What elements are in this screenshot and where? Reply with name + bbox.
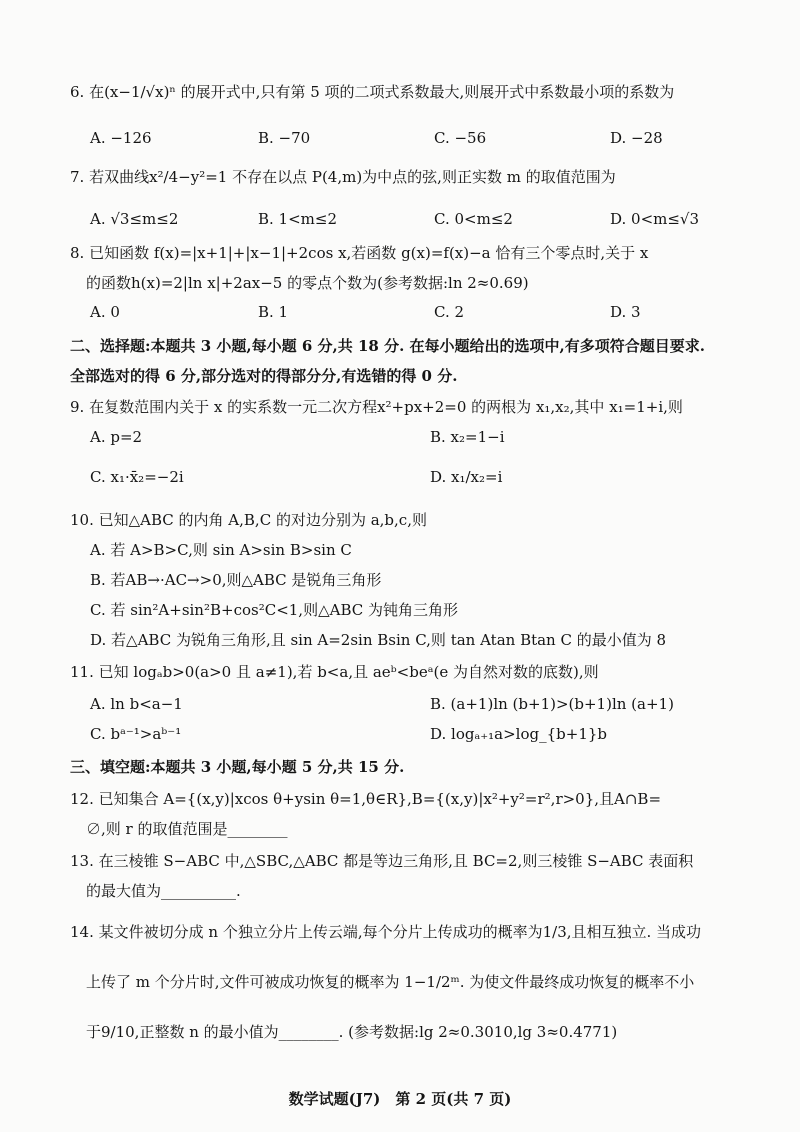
q9-option-c: C. x₁·x̄₂=−2i <box>90 468 184 486</box>
q11-stem: 11. 已知 logₐb>0(a>0 且 a≠1),若 b<a,且 aeᵇ<beᵃ(e 为自然对数的底数),则 <box>70 663 599 681</box>
q9-option-d: D. x₁/x₂=i <box>430 468 503 486</box>
q7-option-d: D. 0<m≤√3 <box>610 210 700 228</box>
q8-stem-line2: 的函数h(x)=2|ln x|+2ax−5 的零点个数为(参考数据:ln 2≈0.69) <box>86 274 529 292</box>
q7-option-a: A. √3≤m≤2 <box>90 210 179 228</box>
q13-line2: 的最大值为__________. <box>86 882 241 900</box>
page-footer: 数学试题(J7) 第 2 页(共 7 页) <box>288 1090 512 1108</box>
q10-option-d: D. 若△ABC 为锐角三角形,且 sin A=2sin Bsin C,则 tan Atan Btan C 的最小值为 8 <box>90 631 667 649</box>
q14-line1: 14. 某文件被切分成 n 个独立分片上传云端,每个分片上传成功的概率为1/3,且相互独立. 当成功 <box>70 923 702 941</box>
q10-stem: 10. 已知△ABC 的内角 A,B,C 的对边分别为 a,b,c,则 <box>70 511 427 529</box>
section2-heading: 二、选择题:本题共 3 小题,每小题 6 分,共 18 分. 在每小题给出的选项中,有多项符合题目要求. <box>70 337 705 355</box>
q6-option-c: C. −56 <box>434 129 487 147</box>
q12-line2: ∅,则 r 的取值范围是________ <box>86 820 288 838</box>
q11-option-d: D. logₐ₊₁a>log_{b+1}b <box>430 725 608 743</box>
q6-option-a: A. −126 <box>90 129 152 147</box>
q10-option-c: C. 若 sin²A+sin²B+cos²C<1,则△ABC 为钝角三角形 <box>90 601 458 619</box>
q7-option-c: C. 0<m≤2 <box>434 210 513 228</box>
q8-option-d: D. 3 <box>610 303 641 321</box>
q10-option-b: B. 若AB→·AC→>0,则△ABC 是锐角三角形 <box>90 571 382 589</box>
q8-option-a: A. 0 <box>90 303 120 321</box>
q9-stem: 9. 在复数范围内关于 x 的实系数一元二次方程x²+px+2=0 的两根为 x₁,x₂,其中 x₁=1+i,则 <box>70 398 683 416</box>
q14-line3: 于9/10,正整数 n 的最小值为________. (参考数据:lg 2≈0.3010,lg 3≈0.4771) <box>86 1023 618 1041</box>
q11-option-b: B. (a+1)ln (b+1)>(b+1)ln (a+1) <box>430 695 674 713</box>
q6-option-b: B. −70 <box>258 129 311 147</box>
q9-option-b: B. x₂=1−i <box>430 428 505 446</box>
q8-option-b: B. 1 <box>258 303 289 321</box>
q10-option-a: A. 若 A>B>C,则 sin A>sin B>sin C <box>90 541 352 559</box>
q11-option-a: A. ln b<a−1 <box>90 695 183 713</box>
q6-option-d: D. −28 <box>610 129 663 147</box>
q12-line1: 12. 已知集合 A={(x,y)|xcos θ+ysin θ=1,θ∈R},B={(x,y)|x²+y²=r²,r>0},且A∩B= <box>70 790 662 808</box>
q6-stem: 6. 在(x−1/√x)ⁿ 的展开式中,只有第 5 项的二项式系数最大,则展开式中系数最小项的系数为 <box>70 83 675 101</box>
q7-stem: 7. 若双曲线x²/4−y²=1 不存在以点 P(4,m)为中点的弦,则正实数 m 的取值范围为 <box>70 168 616 186</box>
q11-option-c: C. bᵃ⁻¹>aᵇ⁻¹ <box>90 725 182 743</box>
q8-option-c: C. 2 <box>434 303 465 321</box>
q13-line1: 13. 在三棱锥 S−ABC 中,△SBC,△ABC 都是等边三角形,且 BC=2,则三棱锥 S−ABC 表面积 <box>70 852 694 870</box>
q9-option-a: A. p=2 <box>90 428 143 446</box>
q14-line2: 上传了 m 个分片时,文件可被成功恢复的概率为 1−1/2ᵐ. 为使文件最终成功恢复的概率不小 <box>86 973 695 991</box>
q8-stem-line1: 8. 已知函数 f(x)=|x+1|+|x−1|+2cos x,若函数 g(x)=f(x)−a 恰有三个零点时,关于 x <box>70 244 649 262</box>
q7-option-b: B. 1<m≤2 <box>258 210 338 228</box>
section3-heading: 三、填空题:本题共 3 小题,每小题 5 分,共 15 分. <box>70 758 405 776</box>
section2-rules: 全部选对的得 6 分,部分选对的得部分分,有选错的得 0 分. <box>70 367 458 385</box>
